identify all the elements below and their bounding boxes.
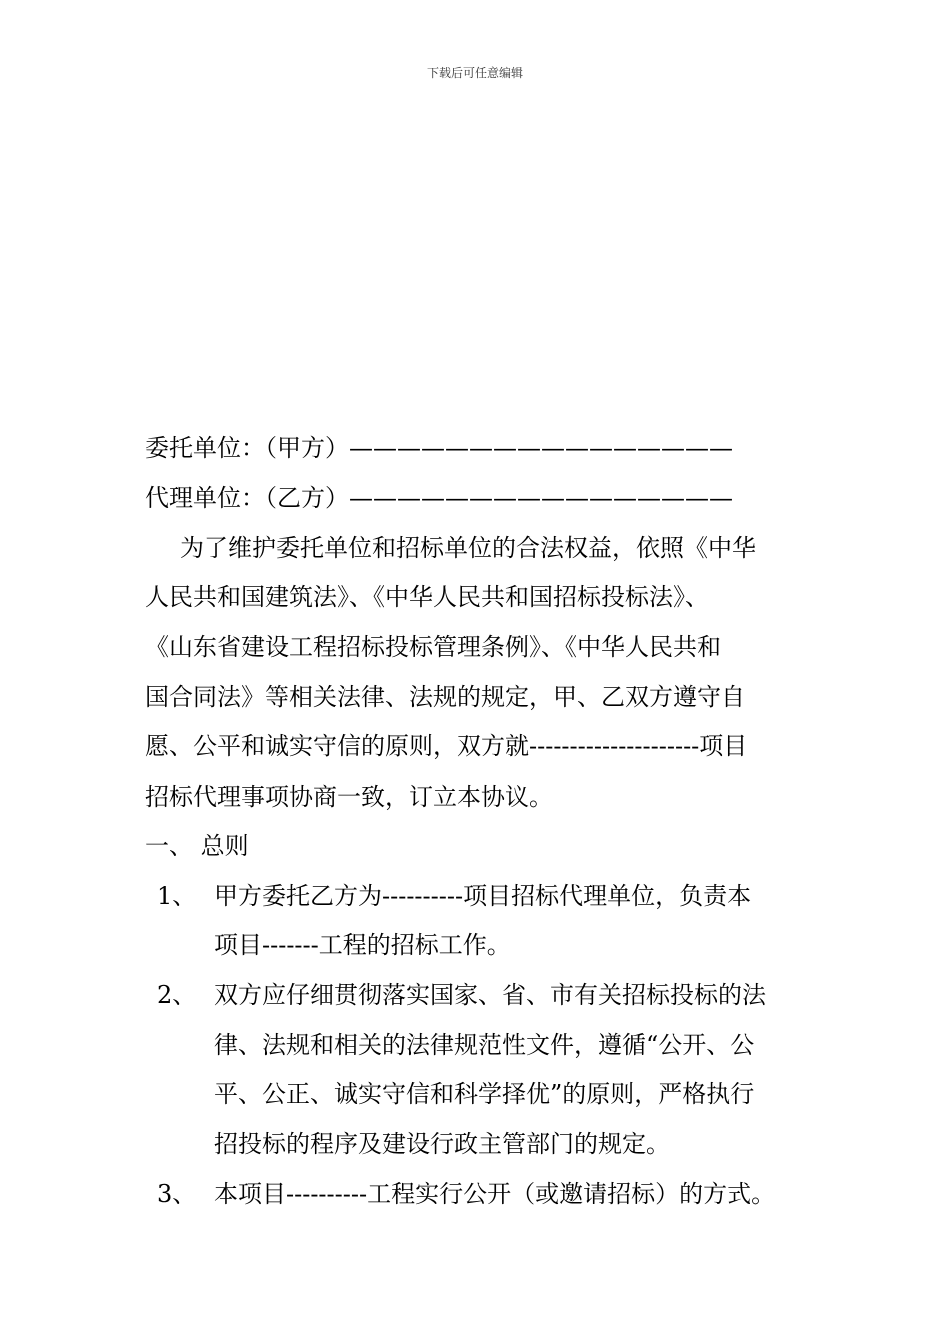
preamble-line: 为了维护委托单位和招标单位的合法权益，依照《中华 xyxy=(180,534,756,562)
item-line: 甲方委托乙方为----------项目招标代理单位，负责本 xyxy=(214,882,752,910)
item-line: 双方应仔细贯彻落实国家、省、市有关招标投标的法 xyxy=(214,981,766,1009)
party-b-line: 代理单位：（乙方）———————————————— xyxy=(145,484,733,512)
item-number: 3、 xyxy=(157,1180,197,1208)
item-line: 平、公正、诚实守信和科学择优”的原则，严格执行 xyxy=(214,1080,755,1108)
section-title: 一、 总则 xyxy=(145,832,249,860)
item-number: 1、 xyxy=(157,882,197,910)
item-line: 招投标的程序及建设行政主管部门的规定。 xyxy=(214,1130,670,1158)
item-line: 本项目----------工程实行公开（或邀请招标）的方式。 xyxy=(214,1180,776,1208)
preamble-line: 招标代理事项协商一致，订立本协议。 xyxy=(145,783,553,811)
item-line: 项目-------工程的招标工作。 xyxy=(214,931,511,959)
party-a-line: 委托单位：（甲方）———————————————— xyxy=(145,434,733,462)
preamble-line: 人民共和国建筑法》、《中华人民共和国招标投标法》、 xyxy=(145,583,709,611)
item-number: 2、 xyxy=(157,981,197,1009)
item-line: 律、法规和相关的法律规范性文件，遵循“公开、公 xyxy=(214,1031,755,1059)
preamble-line: 国合同法》等相关法律、法规的规定，甲、乙双方遵守自 xyxy=(145,683,745,711)
preamble-line: 愿、公平和诚实守信的原则，双方就---------------------项目 xyxy=(145,732,748,760)
preamble-line: 《山东省建设工程招标投标管理条例》、《中华人民共和 xyxy=(145,633,721,661)
page-header-note: 下载后可任意编辑 xyxy=(426,66,523,80)
